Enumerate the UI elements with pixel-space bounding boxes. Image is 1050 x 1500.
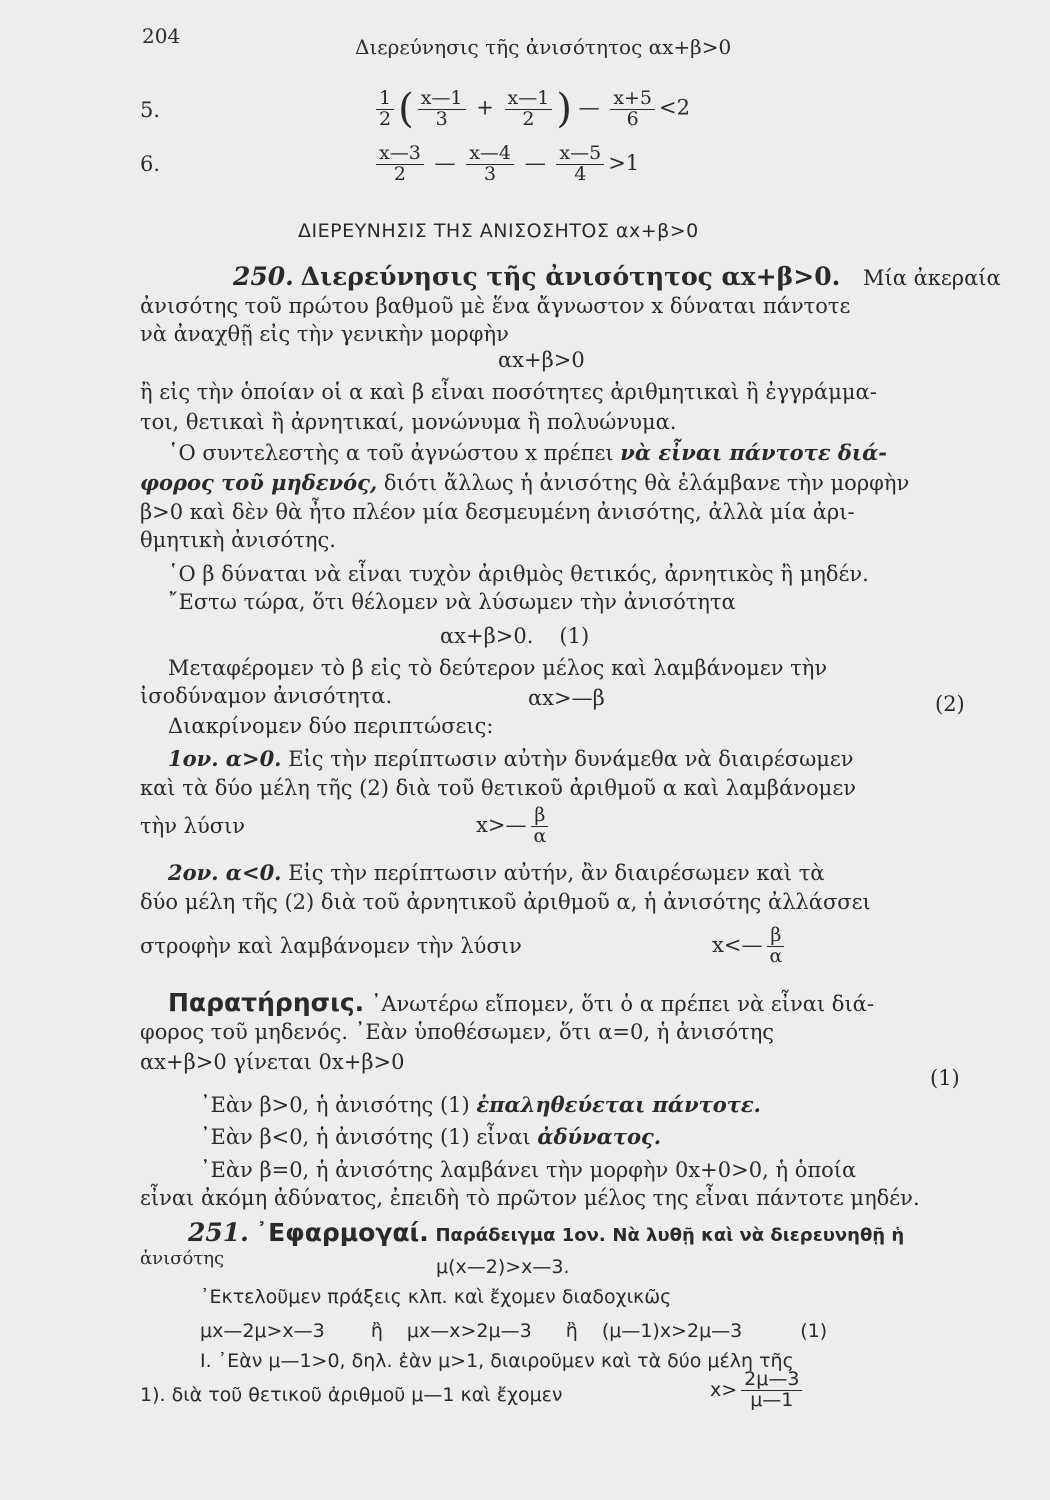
- equation-2-tag: (2): [935, 692, 965, 716]
- fraction: $\frac{2\mu—3}{\mu—1}$: [741, 1370, 802, 1411]
- article-number: 250.: [233, 262, 294, 291]
- text-line: ᾽Εκτελοῦμεν πράξεις κλπ. καὶ ἔχομεν διαδοχικῶς: [200, 1286, 672, 1308]
- text-line: τὴν λύσιν: [140, 814, 246, 838]
- remark-line: Παρατήρησις. ᾽Ανωτέρω εἴπομεν, ὅτι ὁ α πρέπει νὰ εἶναι διά-: [168, 988, 874, 1017]
- fraction: $\frac{x—4}{3}$: [466, 144, 514, 185]
- case-2-label: 2ον. α<0.: [168, 860, 282, 885]
- text-line: θμητικὴ ἀνισότης.: [140, 528, 336, 552]
- article-250-heading: 250. Διερεύνησις τῆς ἀνισότητος αx+β>0. Μία ἀκεραία: [233, 262, 1001, 291]
- text-line: φορος τοῦ μηδενός, διότι ἄλλως ἡ ἀνισότης θὰ ἐλάμβανε τὴν μορφὴν: [140, 470, 910, 495]
- exercise-6-expression: $\frac{x—3}{2}$ — $\frac{x—4}{3}$ — $\frac{x—5}{4}$ >1: [372, 144, 639, 185]
- text-line: ᾽Εὰν β>0, ἡ ἀνισότης (1) ἐπαληθεύεται πάντοτε.: [200, 1092, 761, 1117]
- text-line: ἀνισότης τοῦ πρώτου βαθμοῦ μὲ ἕνα ἄγνωστον x δύναται πάντοτε: [140, 294, 851, 318]
- text-line: β>0 καὶ δὲν θὰ ἦτο πλέον μία δεσμευμένη ἀνισότης, ἀλλὰ μία ἀρι-: [140, 500, 855, 524]
- text-line: νὰ ἀναχθῇ εἰς τὴν γενικὴν μορφὴν: [140, 322, 509, 346]
- fraction: $\frac{x—1}{2}$: [505, 89, 553, 130]
- text-line: φορος τοῦ μηδενός. ᾽Εὰν ὑποθέσωμεν, ὅτι α=0, ἡ ἀνισότης: [140, 1020, 775, 1044]
- text-line: εἶναι ἀκόμη ἀδύνατος, ἐπειδὴ τὸ πρῶτον μέλος της εἶναι πάντοτε μηδέν.: [140, 1186, 920, 1210]
- section-title: ΔΙΕΡΕΥΝΗΣΙΣ ΤΗΣ ΑΝΙΣΟΣΗΤΟΣ αx+β>0: [298, 220, 699, 242]
- remark-label: Παρατήρησις.: [168, 988, 365, 1017]
- case-2-solution: x<— $\frac{\beta}{\alpha}$: [712, 926, 789, 967]
- fraction: $\frac{x—1}{3}$: [418, 89, 466, 130]
- text-line: ἰσοδύναμον ἀνισότητα.: [140, 684, 393, 708]
- page-number: 204: [142, 24, 181, 48]
- running-title: Διερεύνησις τῆς ἀνισότητος αx+β>0: [355, 35, 732, 59]
- case-1-line: 1ον. α>0. Εἰς τὴν περίπτωσιν αὐτὴν δυνάμεθα νὰ διαιρέσωμεν: [168, 746, 854, 771]
- fraction: $\frac{x—3}{2}$: [376, 144, 424, 185]
- text-line: ῎Εστω τώρα, ὅτι θέλομεν νὰ λύσωμεν τὴν ἀνισότητα: [168, 590, 736, 614]
- text-line: Μεταφέρομεν τὸ β εἰς τὸ δεύτερον μέλος καὶ λαμβάνομεν τὴν: [168, 656, 828, 680]
- text-line: ᾽Εὰν β=0, ἡ ἀνισότης λαμβάνει τὴν μορφὴν 0x+0>0, ἡ ὁποία: [200, 1158, 857, 1182]
- text-line: στροφὴν καὶ λαμβάνομεν τὴν λύσιν: [140, 934, 522, 958]
- exercise-5-number: 5.: [140, 98, 161, 122]
- formula-general-form: αx+β>0: [498, 348, 585, 372]
- text-line: ἀνισότης: [140, 1248, 225, 1269]
- derivation-line: μx—2μ>x—3 ἢ μx—x>2μ—3 ἢ (μ—1)x>2μ—3 (1): [200, 1320, 828, 1342]
- remark-equation-tag: (1): [930, 1066, 960, 1090]
- case-1-solution: x>— $\frac{\beta}{\alpha}$: [476, 806, 553, 847]
- text-line: τοι, θετικαὶ ἢ ἀρνητικαί, μονώνυμα ἢ πολυώνυμα.: [140, 410, 677, 434]
- exercise-6-number: 6.: [140, 152, 161, 176]
- text-line: I. ᾽Εὰν μ—1>0, δηλ. ἐὰν μ>1, διαιροῦμεν καὶ τὰ δύο μέλη τῆς: [200, 1350, 794, 1372]
- exercise-5-expression: $\frac{1}{2}$ ( $\frac{x—1}{3}$ + $\frac{x—1}{2}$ ) — $\frac{x+5}{6}$ <2: [372, 86, 690, 132]
- text-line: ᾽Εὰν β<0, ἡ ἀνισότης (1) εἶναι ἀδύνατος.: [200, 1124, 662, 1149]
- article-title: Διερεύνησις τῆς ἀνισότητος αx+β>0.: [300, 262, 841, 291]
- fraction: $\frac{1}{2}$: [376, 89, 394, 130]
- case-I-solution: x> $\frac{2\mu—3}{\mu—1}$: [710, 1370, 806, 1411]
- text-line: ῾Ο β δύναται νὰ εἶναι τυχὸν ἀριθμὸς θετικός, ἀρνητικὸς ἢ μηδέν.: [168, 562, 869, 586]
- fraction: $\frac{\beta}{\alpha}$: [530, 806, 549, 847]
- article-number: 251.: [188, 1218, 249, 1247]
- case-2-line: 2ον. α<0. Εἰς τὴν περίπτωσιν αὐτήν, ἂν διαιρέσωμεν καὶ τὰ: [168, 860, 825, 885]
- text-line: Διακρίνομεν δύο περιπτώσεις:: [168, 714, 494, 738]
- fraction: $\frac{\beta}{\alpha}$: [766, 926, 785, 967]
- text-line: αx+β>0 γίνεται 0x+β>0: [140, 1050, 405, 1074]
- text-line: δύο μέλη τῆς (2) διὰ τοῦ ἀρνητικοῦ ἀριθμοῦ α, ἡ ἀνισότης ἀλλάσσει: [140, 890, 871, 914]
- text-line: ῾Ο συντελεστὴς α τοῦ ἀγνώστου x πρέπει νὰ εἶναι πάντοτε διά-: [168, 440, 887, 465]
- case-1-label: 1ον. α>0.: [168, 746, 282, 771]
- text-line: ἢ εἰς τὴν ὁποίαν οἱ α καὶ β εἶναι ποσότητες ἀριθμητικαὶ ἢ ἐγγράμμα-: [140, 380, 877, 404]
- fraction: $\frac{x—5}{4}$: [556, 144, 604, 185]
- article-title: ᾽Εφαρμογαί.: [255, 1218, 429, 1247]
- example-inequality: μ(x—2)>x—3.: [436, 1256, 570, 1278]
- equation-2: αx>—β: [528, 686, 605, 710]
- text-line: 1). διὰ τοῦ θετικοῦ ἀριθμοῦ μ—1 καὶ ἔχομεν: [140, 1384, 563, 1406]
- article-251-heading: 251. ᾽Εφαρμογαί. Παράδειγμα 1ον. Νὰ λυθῇ καὶ νὰ διερευνηθῇ ἡ: [188, 1218, 905, 1247]
- fraction: $\frac{x+5}{6}$: [610, 89, 655, 130]
- text-line: καὶ τὰ δύο μέλη τῆς (2) διὰ τοῦ θετικοῦ ἀριθμοῦ α καὶ λαμβάνομεν: [140, 776, 856, 800]
- equation-1: αx+β>0. (1): [440, 624, 590, 648]
